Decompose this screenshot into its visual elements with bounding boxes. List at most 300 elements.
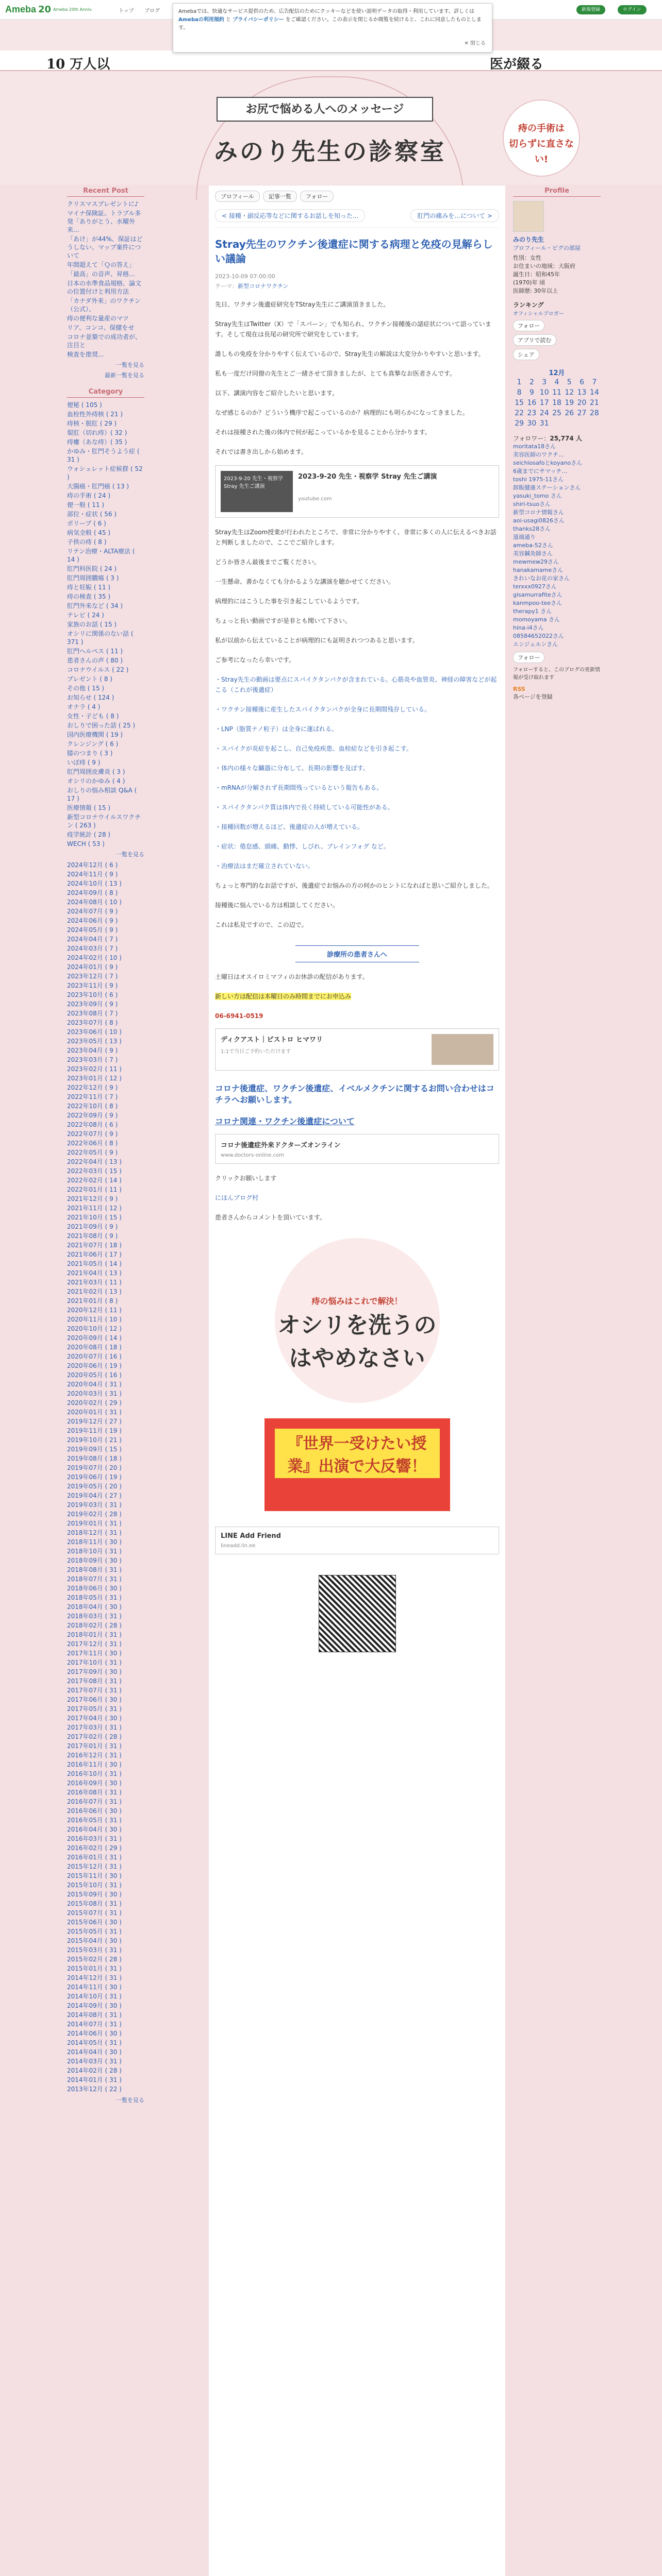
follower-item[interactable]: therapy1 さん	[513, 608, 552, 615]
article-date: 2023-10-09 07:00:00	[215, 273, 275, 280]
archive-item[interactable]: 2018年01月 ( 31 )	[67, 1631, 122, 1638]
app-read-button[interactable]: アプリで読む	[513, 334, 556, 346]
archive-item[interactable]: 2020年03月 ( 31 )	[67, 1390, 122, 1397]
archive-item[interactable]: 2021年07月 ( 18 )	[67, 1242, 122, 1249]
follow-button[interactable]: フォロー	[300, 191, 334, 202]
category-item[interactable]: 痔瘻（あな痔）( 35 )	[67, 438, 127, 446]
category-item[interactable]: お知らせ ( 124 )	[67, 694, 114, 701]
calendar-day[interactable]: 21	[589, 399, 599, 407]
archive-item[interactable]: 2016年06月 ( 30 )	[67, 1807, 122, 1815]
archive-item[interactable]: 2019年05月 ( 20 )	[67, 1483, 122, 1490]
article-intro	[215, 299, 499, 457]
archive-item[interactable]: 2015年05月 ( 31 )	[67, 1928, 122, 1935]
follower-item[interactable]: thanks28さん	[513, 526, 551, 532]
archive-item[interactable]: 2019年07月 ( 20 )	[67, 1464, 122, 1471]
archive-item[interactable]: 2014年12月 ( 31 )	[67, 1974, 122, 1981]
clinic-header: 診療所の患者さんへ	[295, 945, 419, 962]
archive-item[interactable]: 2018年08月 ( 31 )	[67, 1566, 122, 1573]
category-item[interactable]: オシリに関係のない話 ( 371 )	[67, 630, 134, 646]
archive-item[interactable]: 2018年04月 ( 30 )	[67, 1603, 122, 1611]
archive-item[interactable]: 2024年03月 ( 7 )	[67, 945, 118, 952]
category-item[interactable]: 便秘 ( 105 )	[67, 401, 102, 409]
calendar-day[interactable]: 7	[592, 378, 597, 386]
calendar-day[interactable]: 20	[577, 399, 587, 407]
category-item[interactable]: プレゼント ( 8 )	[67, 675, 112, 683]
ameba-20th: 20	[38, 4, 52, 15]
category-item[interactable]: 国内医療機関 ( 19 )	[67, 731, 123, 738]
follower-item[interactable]: 美容医師のワクチ…	[513, 451, 564, 458]
archive-item[interactable]: 2016年07月 ( 31 )	[67, 1798, 122, 1805]
follower-item[interactable]: 6歳までにサマッチ…	[513, 468, 568, 474]
category-item[interactable]: クレンジング ( 6 )	[67, 740, 119, 748]
archive-item[interactable]: 2015年03月 ( 31 )	[67, 1946, 122, 1954]
calendar-day[interactable]: 19	[565, 399, 574, 407]
archive-item[interactable]: 2021年12月 ( 9 )	[67, 1195, 118, 1202]
archive-item[interactable]: 2019年02月 ( 28 )	[67, 1511, 122, 1518]
category-item[interactable]: 痔の手術 ( 24 )	[67, 492, 111, 499]
archive-item[interactable]: 2023年12月 ( 7 )	[67, 973, 118, 980]
archive-item[interactable]: 2022年08月 ( 6 )	[67, 1121, 118, 1128]
calendar-day[interactable]: 27	[577, 409, 587, 417]
archive-item[interactable]: 2016年11月 ( 30 )	[67, 1761, 122, 1768]
archive-item[interactable]: 2014年06月 ( 30 )	[67, 2030, 122, 2037]
archive-item[interactable]: 2023年01月 ( 12 )	[67, 1075, 122, 1082]
archive-item[interactable]: 2019年04月 ( 27 )	[67, 1492, 122, 1499]
category-item[interactable]: 疫学統計 ( 28 )	[67, 831, 111, 838]
archive-item[interactable]: 2014年08月 ( 31 )	[67, 2011, 122, 2019]
recent-post-item[interactable]: コロナ並築での成功者が、注目と	[67, 333, 142, 349]
archive-item[interactable]: 2018年05月 ( 31 )	[67, 1594, 122, 1601]
recent-post-item[interactable]: 日本の水準食品規格、論文の位置付けと利用方法	[67, 280, 142, 295]
archive-item[interactable]: 2021年03月 ( 11 )	[67, 1279, 122, 1286]
follower-row	[513, 434, 601, 443]
follower-item[interactable]: hanakamameさん	[513, 567, 564, 573]
archive-item[interactable]: 2024年05月 ( 9 )	[67, 926, 118, 934]
tv-appearance-ad[interactable]	[264, 1418, 450, 1511]
archive-item[interactable]: 2017年05月 ( 31 )	[67, 1705, 122, 1713]
archive-item[interactable]: 2019年01月 ( 31 )	[67, 1520, 122, 1527]
archive-item[interactable]: 2019年06月 ( 19 )	[67, 1473, 122, 1481]
archive-item[interactable]: 2017年02月 ( 28 )	[67, 1733, 122, 1740]
archive-item[interactable]: 2018年06月 ( 30 )	[67, 1585, 122, 1592]
archive-item[interactable]: 2021年02月 ( 13 )	[67, 1288, 122, 1295]
category-item[interactable]: 血栓性外痔核 ( 21 )	[67, 411, 123, 418]
archive-item[interactable]: 2020年04月 ( 31 )	[67, 1381, 122, 1388]
follower-item[interactable]: kanmpoo-teeさん	[513, 600, 562, 606]
archive-item[interactable]: 2020年11月 ( 10 )	[67, 1316, 122, 1323]
follower-item[interactable]: seichiosafoとkoyanoさん	[513, 460, 583, 466]
category-item[interactable]: 患者さんの声 ( 80 )	[67, 657, 123, 664]
login-button[interactable]: ログイン	[618, 5, 647, 14]
follower-item[interactable]: きれいなお花の家さん	[513, 575, 570, 582]
calendar-day[interactable]: 4	[554, 378, 559, 386]
category-item[interactable]: オシリのかゆみ ( 4 )	[67, 777, 125, 785]
ranking-text[interactable]: オフィシャルブロガー	[513, 311, 564, 317]
archive-item[interactable]: 2023年10月 ( 6 )	[67, 991, 118, 998]
archive-item[interactable]: 2017年11月 ( 30 )	[67, 1650, 122, 1657]
calendar-day[interactable]: 25	[552, 409, 561, 417]
archive-item[interactable]: 2024年08月 ( 10 )	[67, 899, 122, 906]
calendar-day[interactable]: 2	[529, 378, 534, 386]
archive-item[interactable]: 2021年09月 ( 9 )	[67, 1223, 118, 1230]
privacy-link[interactable]: プライバシーポリシー	[233, 17, 284, 23]
archive-item[interactable]: 2024年04月 ( 7 )	[67, 936, 118, 943]
archive-item[interactable]: 2016年03月 ( 31 )	[67, 1835, 122, 1842]
category-item[interactable]: かゆみ・肛門そうよう症 ( 31 )	[67, 448, 140, 463]
archive-item[interactable]: 2023年11月 ( 9 )	[67, 982, 118, 989]
calendar-day[interactable]: 6	[580, 378, 584, 386]
calendar-day[interactable]: 16	[527, 399, 537, 407]
calendar-day[interactable]: 8	[517, 388, 522, 397]
notice-close-button[interactable]: ✕ 閉じる	[464, 41, 486, 46]
archive-item[interactable]: 2018年03月 ( 31 )	[67, 1613, 122, 1620]
follower-item[interactable]: hina-i4さん	[513, 624, 544, 631]
follow-side-button-2[interactable]: フォロー	[513, 652, 544, 663]
covid-link[interactable]: コロナ関連・ワクチン後遺症について	[215, 1116, 355, 1126]
archive-item[interactable]: 2016年10月 ( 31 )	[67, 1770, 122, 1777]
category-item[interactable]: オナラ ( 4 )	[67, 703, 101, 710]
signup-button[interactable]: 新規登録	[576, 5, 605, 14]
archive-item[interactable]: 2021年05月 ( 14 )	[67, 1260, 122, 1267]
archive-item[interactable]: 2023年06月 ( 10 )	[67, 1028, 122, 1036]
archive-item[interactable]: 2023年05月 ( 13 )	[67, 1038, 122, 1045]
header-right-tag: 医が綴る	[490, 57, 544, 72]
calendar-day[interactable]: 9	[529, 388, 534, 397]
archive-item[interactable]: 2016年01月 ( 31 )	[67, 1854, 122, 1861]
recent-post-item[interactable]: 「最高」の音声、昇格…	[67, 270, 136, 278]
follower-item[interactable]: ameba-52さん	[513, 542, 553, 549]
category-item[interactable]: テレビ ( 24 )	[67, 612, 104, 619]
category-item[interactable]: 女性・子ども ( 8 )	[67, 713, 119, 720]
calendar-day[interactable]	[563, 418, 575, 429]
line-add-title: LINE Add Friend	[221, 1532, 281, 1540]
next-article-link[interactable]: 肛門の痛みを…について >	[410, 209, 499, 222]
follower-item[interactable]: 道端通り	[513, 534, 536, 540]
follower-item[interactable]: gisamurrafiteさん	[513, 591, 562, 598]
archive-item[interactable]: 2015年04月 ( 30 )	[67, 1937, 122, 1944]
archive-item[interactable]: 2021年04月 ( 13 )	[67, 1269, 122, 1277]
recent-post-item[interactable]: 「あけ」が44%、保証はどうしない、マップ案件について	[67, 235, 143, 259]
archive-item[interactable]: 2018年07月 ( 31 )	[67, 1575, 122, 1583]
category-item[interactable]: おしりで困った話 ( 25 )	[67, 722, 136, 729]
calendar-day[interactable]: 17	[539, 399, 549, 407]
archive-item[interactable]: 2024年06月 ( 9 )	[67, 917, 118, 924]
terms-link[interactable]: Amebaの利用規約	[178, 17, 224, 23]
follower-item[interactable]: エンジェルンさん	[513, 641, 558, 648]
archive-item[interactable]: 2016年12月 ( 31 )	[67, 1752, 122, 1759]
archive-item[interactable]: 2020年06月 ( 19 )	[67, 1362, 122, 1369]
follower-item[interactable]: shiri-tsuoさん	[513, 501, 551, 507]
archive-item[interactable]: 2020年10月 ( 12 )	[67, 1325, 122, 1332]
archive-item[interactable]: 2020年08月 ( 18 )	[67, 1344, 122, 1351]
follower-item[interactable]: mewmew29さん	[513, 558, 559, 565]
profile-button[interactable]: プロフィール	[215, 191, 260, 202]
archive-item[interactable]: 2015年02月 ( 28 )	[67, 1956, 122, 1963]
ameba-logo[interactable]	[5, 4, 92, 15]
avatar[interactable]	[513, 201, 544, 232]
follower-item[interactable]: 新型コロナ情報さん	[513, 509, 564, 516]
calendar-day[interactable]	[551, 418, 563, 429]
main-article	[209, 185, 505, 2576]
category-item[interactable]: 医療情報 ( 15 )	[67, 804, 111, 811]
archive-item[interactable]: 2022年07月 ( 9 )	[67, 1130, 118, 1138]
category-item[interactable]: 裂肛（切れ痔）( 32 )	[67, 429, 127, 436]
archive-item[interactable]: 2015年07月 ( 31 )	[67, 1909, 122, 1917]
theme-link[interactable]: 新型コロナワクチン	[238, 283, 289, 290]
archive-item[interactable]: 2019年10月 ( 21 )	[67, 1436, 122, 1444]
book-ad[interactable]	[275, 1238, 440, 1403]
archive-item[interactable]: 2015年12月 ( 31 )	[67, 1863, 122, 1870]
article-paragraph: これは私見ですので、この辺で。	[215, 921, 308, 928]
category-item[interactable]: 部位・症状 ( 56 )	[67, 511, 117, 518]
follower-item[interactable]: toshi 1975-11さん	[513, 476, 564, 483]
recent-post-item[interactable]: 痔の便利な量産のマツ	[67, 315, 129, 322]
archive-item[interactable]: 2017年10月 ( 31 )	[67, 1659, 122, 1666]
archive-item[interactable]: 2018年11月 ( 30 )	[67, 1538, 122, 1546]
follow-side-button[interactable]: フォロー	[513, 320, 544, 331]
archive-item[interactable]: 2019年09月 ( 15 )	[67, 1446, 122, 1453]
archive-item[interactable]: 2020年07月 ( 16 )	[67, 1353, 122, 1360]
archive-item[interactable]: 2014年07月 ( 31 )	[67, 2021, 122, 2028]
youtube-thumbnail: 2023-9-20 先生・視察学 Stray 先生ご講演	[221, 471, 293, 512]
archive-item[interactable]: 2014年02月 ( 28 )	[67, 2067, 122, 2074]
blog-rank-banner[interactable]: にほんブログ村	[215, 1194, 259, 1201]
category-item[interactable]: おしりの悩み相談 Q&A ( 17 )	[67, 787, 137, 802]
article-paragraph: 一生懸命、書かなくても分かるような講演を聴かせてください。	[215, 578, 395, 585]
archive-item[interactable]: 2017年12月 ( 31 )	[67, 1640, 122, 1648]
archive-item[interactable]: 2018年09月 ( 30 )	[67, 1557, 122, 1564]
archive-item[interactable]: 2022年05月 ( 9 )	[67, 1149, 118, 1156]
archive-item[interactable]: 2013年12月 ( 22 )	[67, 2086, 122, 2093]
follower-item[interactable]: terxxx0927さん	[513, 583, 557, 590]
archive-item[interactable]: 2022年09月 ( 9 )	[67, 1112, 118, 1119]
calendar-day[interactable]: 15	[515, 399, 524, 407]
category-item[interactable]: 痔の検査 ( 35 )	[67, 593, 111, 600]
archive-item[interactable]: 2018年02月 ( 28 )	[67, 1622, 122, 1629]
category-item[interactable]: ポリープ ( 6 )	[67, 520, 106, 527]
blog-title[interactable]: みのり先生の診察室	[214, 138, 446, 165]
profile-name[interactable]: みのり先生	[513, 236, 544, 243]
clinic-tel[interactable]: 06-6941-0519	[215, 1012, 263, 1020]
archive-item[interactable]: 2015年01月 ( 31 )	[67, 1965, 122, 1972]
category-item[interactable]: 便一般 ( 11 )	[67, 501, 105, 509]
archive-item[interactable]: 2019年11月 ( 19 )	[67, 1427, 122, 1434]
archive-item[interactable]: 2021年10月 ( 15 )	[67, 1214, 122, 1221]
rss-note[interactable]: 各ページを登録	[513, 693, 553, 700]
archive-item[interactable]: 2019年08月 ( 18 )	[67, 1455, 122, 1462]
category-item[interactable]: WECH ( 53 )	[67, 840, 105, 848]
calendar-day[interactable]: 11	[552, 388, 561, 397]
category-item[interactable]: 大腸癌・肛門癌 ( 13 )	[67, 483, 129, 490]
recent-more-link[interactable]: 一覧を見る	[116, 362, 144, 368]
clinic-ad-card[interactable]	[215, 1028, 499, 1071]
category-item[interactable]: その他 ( 15 )	[67, 685, 105, 692]
archive-item[interactable]: 2023年07月 ( 8 )	[67, 1019, 118, 1026]
archive-item[interactable]: 2016年08月 ( 31 )	[67, 1789, 122, 1796]
calendar-day[interactable]: 29	[515, 419, 524, 428]
archive-item[interactable]: 2024年07月 ( 9 )	[67, 908, 118, 915]
archive-item[interactable]: 2015年10月 ( 31 )	[67, 1882, 122, 1889]
archive-item[interactable]: 2019年03月 ( 31 )	[67, 1501, 122, 1509]
archive-item[interactable]: 2021年08月 ( 9 )	[67, 1232, 118, 1240]
rss-icon[interactable]: RSS	[513, 686, 525, 692]
news-more-link[interactable]: 最新一覧を見る	[105, 372, 144, 379]
recent-post-item[interactable]: マイナ保険証、トラブル多発「ありがとう、水曜外来...	[67, 210, 141, 233]
archive-item[interactable]: 2016年02月 ( 29 )	[67, 1844, 122, 1852]
calendar-day[interactable]: 10	[539, 388, 549, 397]
archive-item[interactable]: 2017年09月 ( 30 )	[67, 1668, 122, 1675]
category-item[interactable]: リテン治療・ALTA療法 ( 14 )	[67, 548, 135, 563]
category-item[interactable]: 肛門外来など ( 34 )	[67, 602, 123, 609]
archive-item[interactable]: 2024年01月 ( 9 )	[67, 963, 118, 971]
archive-more-link[interactable]: 一覧を見る	[116, 2097, 144, 2104]
follower-item[interactable]: 卸販健康ステーションさん	[513, 484, 581, 491]
online-clinic-card[interactable]	[215, 1134, 499, 1164]
archive-item[interactable]: 2015年08月 ( 31 )	[67, 1900, 122, 1907]
archive-item[interactable]: 2023年09月 ( 9 )	[67, 1001, 118, 1008]
archive-item[interactable]: 2020年12月 ( 11 )	[67, 1307, 122, 1314]
category-item[interactable]: 肛門ヘルペス ( 11 )	[67, 648, 123, 655]
follower-item[interactable]: aoi-usagi0826さん	[513, 517, 565, 524]
category-item[interactable]: 家族のお話 ( 15 )	[67, 621, 117, 628]
archive-item[interactable]: 2022年04月 ( 13 )	[67, 1158, 122, 1165]
article-title[interactable]: Stray先生のワクチン後遺症に関する病理と免疫の見解らしい議論	[215, 238, 493, 265]
article-list-button[interactable]: 記事一覧	[263, 191, 297, 202]
archive-item[interactable]: 2022年06月 ( 8 )	[67, 1140, 118, 1147]
archive-item[interactable]: 2019年12月 ( 27 )	[67, 1418, 122, 1425]
line-add-card[interactable]	[215, 1527, 499, 1554]
archive-item[interactable]: 2014年09月 ( 30 )	[67, 2002, 122, 2009]
archive-item[interactable]: 2018年10月 ( 31 )	[67, 1548, 122, 1555]
archive-item[interactable]: 2022年10月 ( 8 )	[67, 1103, 118, 1110]
archive-item[interactable]: 2024年10月 ( 13 )	[67, 880, 122, 887]
calendar-day[interactable]: 13	[577, 388, 587, 397]
calendar-day[interactable]: 30	[527, 419, 537, 428]
calendar-day[interactable]: 18	[552, 399, 561, 407]
archive-item[interactable]: 2020年02月 ( 29 )	[67, 1399, 122, 1406]
archive-item[interactable]: 2020年09月 ( 14 )	[67, 1334, 122, 1342]
archive-item[interactable]: 2023年02月 ( 11 )	[67, 1065, 122, 1073]
follower-item[interactable]: 08584652022さん	[513, 633, 564, 639]
archive-item[interactable]: 2023年08月 ( 7 )	[67, 1010, 118, 1017]
archive-item[interactable]: 2018年12月 ( 31 )	[67, 1529, 122, 1536]
category-item[interactable]: 痔と妊娠 ( 11 )	[67, 584, 111, 591]
recent-post-item[interactable]: 検査を推奨...	[67, 351, 104, 358]
follower-item[interactable]: momoyama さん	[513, 616, 560, 623]
archive-item[interactable]: 2017年04月 ( 30 )	[67, 1715, 122, 1722]
category-more-link[interactable]: 一覧を見る	[116, 851, 144, 858]
archive-item[interactable]: 2017年07月 ( 31 )	[67, 1687, 122, 1694]
archive-item[interactable]: 2023年04月 ( 9 )	[67, 1047, 118, 1054]
calendar-day[interactable]: 31	[539, 419, 549, 428]
calendar-day[interactable]: 26	[565, 409, 574, 417]
category-item[interactable]: コロナウイルス ( 22 )	[67, 666, 129, 673]
topbar-nav-top[interactable]: トップ	[119, 8, 134, 14]
archive-item[interactable]: 2014年10月 ( 31 )	[67, 1993, 122, 2000]
recent-post-item[interactable]: 年間超えて「Ｑの答え」	[67, 261, 136, 268]
calendar-day[interactable]	[575, 418, 588, 429]
archive-item[interactable]: 2024年12月 ( 6 )	[67, 861, 118, 869]
archive-item[interactable]: 2024年09月 ( 8 )	[67, 889, 118, 896]
category-item[interactable]: 肛門周囲皮膚炎 ( 3 )	[67, 768, 125, 775]
archive-item[interactable]: 2020年01月 ( 31 )	[67, 1409, 122, 1416]
prev-article-link[interactable]: < 接種・副反応等などに関するお話しを知った...	[215, 209, 365, 222]
archive-item[interactable]: 2015年11月 ( 30 )	[67, 1872, 122, 1879]
recent-post-item[interactable]: クリスマスプレゼントに♪	[67, 200, 139, 208]
category-item[interactable]: いぼ痔 ( 9 )	[67, 759, 101, 766]
share-button[interactable]: シェア	[513, 349, 539, 360]
archive-item[interactable]: 2014年03月 ( 31 )	[67, 2058, 122, 2065]
category-item[interactable]: 病気全般 ( 45 )	[67, 529, 111, 536]
archive-item[interactable]: 2016年04月 ( 30 )	[67, 1826, 122, 1833]
archive-item[interactable]: 2021年01月 ( 8 )	[67, 1297, 118, 1304]
article-paragraph: ちょっと専門的なお話ですが、後遺症でお悩みの方の何かのヒントになればと思いご紹介しました。	[215, 882, 494, 889]
archive-item[interactable]: 2017年06月 ( 30 )	[67, 1696, 122, 1703]
calendar-day[interactable]: 23	[527, 409, 537, 417]
category-item[interactable]: 新型コロナウイルスワクチン ( 263 )	[67, 814, 141, 829]
calendar-day[interactable]: 3	[542, 378, 547, 386]
profile-link[interactable]: プロフィール・ピグの部屋	[513, 245, 581, 251]
follower-item[interactable]: 美容鍼灸師さん	[513, 550, 553, 557]
archive-item[interactable]: 2022年11月 ( 7 )	[67, 1093, 118, 1100]
archive-item[interactable]: 2022年01月 ( 11 )	[67, 1186, 122, 1193]
calendar-day[interactable]: 1	[517, 378, 522, 386]
calendar-day[interactable]	[588, 418, 601, 429]
follower-item[interactable]: yasuki_tomo さん	[513, 493, 562, 499]
archive-item[interactable]: 2016年05月 ( 31 )	[67, 1817, 122, 1824]
category-item[interactable]: 痔核・脱肛 ( 29 )	[67, 420, 117, 427]
category-item[interactable]: 膝のつまり ( 3 )	[67, 750, 113, 757]
archive-item[interactable]: 2014年04月 ( 30 )	[67, 2048, 122, 2056]
header-circle-badge	[503, 99, 580, 177]
archive-item[interactable]: 2015年09月 ( 30 )	[67, 1891, 122, 1898]
archive-item[interactable]: 2014年05月 ( 31 )	[67, 2039, 122, 2046]
archive-item[interactable]: 2015年06月 ( 30 )	[67, 1919, 122, 1926]
article-point: ・体内の様々な臓器に分布して、長期の影響を及ぼす。	[215, 765, 369, 772]
archive-item[interactable]: 2016年09月 ( 30 )	[67, 1780, 122, 1787]
calendar-day[interactable]: 12	[565, 388, 574, 397]
archive-item[interactable]: 2017年03月 ( 31 )	[67, 1724, 122, 1731]
category-item[interactable]: ウォシュレット症候群 ( 52 )	[67, 465, 143, 481]
recent-post-item[interactable]: 「カナダ外来」のワクチン（公式）、	[67, 297, 141, 313]
archive-item[interactable]: 2024年11月 ( 9 )	[67, 871, 118, 878]
archive-item[interactable]: 2014年11月 ( 30 )	[67, 1984, 122, 1991]
archive-item[interactable]: 2021年06月 ( 17 )	[67, 1251, 122, 1258]
recent-post-item[interactable]: リア、コンコ、保健をせ	[67, 324, 135, 331]
topbar-nav-blog[interactable]: ブログ	[144, 8, 160, 14]
archive-item[interactable]: 2017年01月 ( 31 )	[67, 1742, 122, 1750]
category-item[interactable]: 子供の痔 ( 8 )	[67, 538, 107, 546]
calendar-day[interactable]: 28	[589, 409, 599, 417]
archive-item[interactable]: 2020年05月 ( 16 )	[67, 1371, 122, 1379]
category-item[interactable]: 肛門科医院 ( 24 )	[67, 565, 117, 572]
archive-item[interactable]: 2022年02月 ( 14 )	[67, 1177, 122, 1184]
archive-item[interactable]: 2022年03月 ( 15 )	[67, 1167, 122, 1175]
archive-item[interactable]: 2024年02月 ( 10 )	[67, 954, 122, 961]
youtube-embed-card[interactable]	[215, 465, 499, 518]
calendar-day[interactable]: 22	[515, 409, 524, 417]
category-item[interactable]: 肛門周囲膿瘍 ( 3 )	[67, 574, 119, 582]
calendar-day[interactable]: 14	[589, 388, 599, 397]
archive-item[interactable]: 2021年11月 ( 12 )	[67, 1205, 122, 1212]
calendar-day[interactable]: 5	[567, 378, 572, 386]
archive-item[interactable]: 2014年01月 ( 31 )	[67, 2076, 122, 2083]
archive-item[interactable]: 2023年03月 ( 7 )	[67, 1056, 118, 1063]
archive-item[interactable]: 2022年12月 ( 9 )	[67, 1084, 118, 1091]
calendar-day[interactable]: 24	[539, 409, 549, 417]
archive-item[interactable]: 2017年08月 ( 31 )	[67, 1677, 122, 1685]
follower-item[interactable]: moritata18さん	[513, 443, 556, 450]
